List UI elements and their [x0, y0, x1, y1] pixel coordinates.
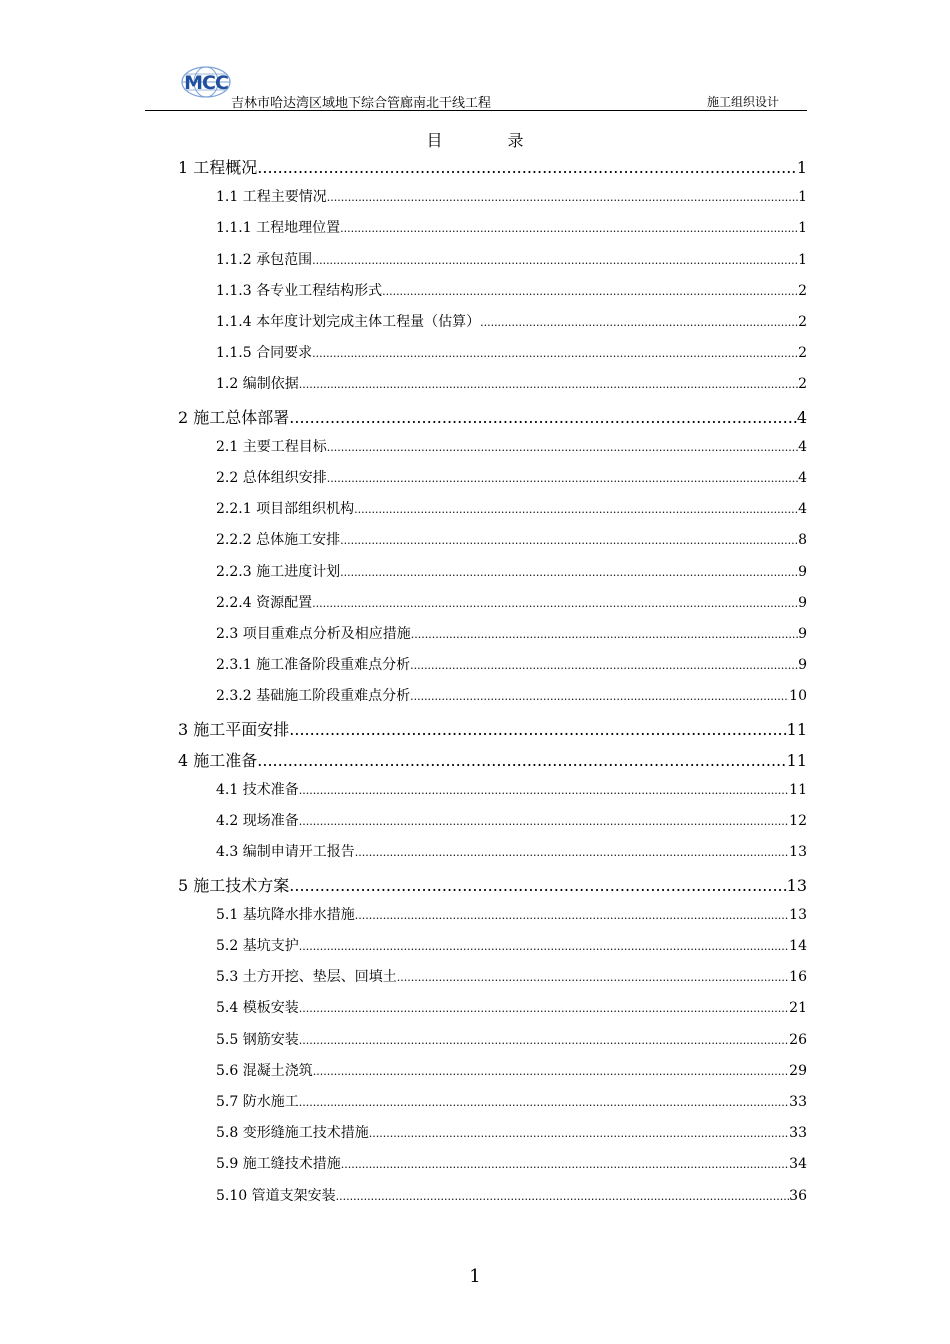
toc-leader-dots: [340, 566, 798, 579]
toc-entry-label: 5.8 变形缝施工技术措施: [216, 1125, 369, 1142]
toc-leader-dots: [340, 222, 798, 235]
toc-entry[interactable]: [216, 1060, 807, 1080]
toc-entry-label: 2.2.2 总体施工安排: [216, 532, 341, 549]
toc-entry-page: 9: [798, 626, 807, 642]
toc-leader-dots: [299, 1034, 789, 1047]
toc-entry-label: 1.1.5 合同要求: [216, 345, 313, 362]
toc-entry-page: 9: [798, 657, 807, 674]
toc-leader-dots: [397, 971, 789, 984]
toc-leader-dots: [327, 472, 798, 485]
toc-entry-label: 2 施工总体部署: [178, 407, 290, 427]
toc-entry-label: 5.3 土方开挖、垫层、回填土: [216, 969, 397, 986]
toc-entry-label: 5.10 管道支架安装: [216, 1187, 336, 1204]
toc-entry-page: 14: [789, 938, 807, 954]
toc-entry-page: 10: [789, 688, 807, 705]
toc-entry-label: 5.5 钢筋安装: [216, 1031, 299, 1048]
toc-entry[interactable]: [216, 685, 807, 705]
toc-leader-dots: [355, 909, 789, 922]
toc-entry-page: 33: [789, 1125, 807, 1142]
toc-entry-page: 9: [798, 563, 807, 580]
toc-leader-dots: [289, 720, 786, 739]
toc-entry-page: 36: [789, 1187, 807, 1204]
footer-page-number: 1: [469, 1266, 481, 1287]
toc-entry[interactable]: [216, 561, 807, 581]
toc-entry-page: 4: [796, 407, 807, 427]
toc-entry-label: 2.2 总体组织安排: [216, 470, 327, 486]
toc-entry-label: 2.3.1 施工准备阶段重难点分析: [216, 657, 411, 674]
toc-entry-label: 5.1 基坑降水排水措施: [216, 906, 355, 923]
toc-entry-page: 1: [798, 189, 807, 206]
toc-entry-page: 13: [789, 844, 807, 861]
toc-leader-dots: [355, 846, 789, 859]
toc-entry[interactable]: [216, 280, 807, 300]
toc-entry-label: 2.2.3 施工进度计划: [216, 563, 341, 580]
toc-entry-page: 13: [789, 906, 807, 923]
toc-leader-dots: [410, 690, 789, 703]
toc-leader-dots: [340, 534, 798, 547]
toc-leader-dots: [480, 316, 798, 329]
toc-entry-label: 1.1 工程主要情况: [216, 189, 327, 206]
toc-leader-dots: [312, 597, 798, 610]
toc-leader-dots: [341, 1158, 789, 1171]
toc-entry-page: 8: [798, 532, 807, 549]
toc-entry-page: 2: [798, 282, 807, 299]
toc-entry[interactable]: [216, 467, 807, 487]
toc-entry[interactable]: [216, 249, 807, 269]
toc-entry[interactable]: [216, 311, 807, 331]
toc-leader-dots: [299, 784, 789, 797]
toc-entry-label: 2.3 项目重难点分析及相应措施: [216, 626, 411, 642]
toc-entry[interactable]: [216, 529, 807, 549]
toc-leader-dots: [354, 503, 798, 516]
toc-leader-dots: [257, 751, 786, 770]
toc-entry[interactable]: [216, 966, 807, 986]
toc-entry[interactable]: [216, 935, 807, 955]
toc-entry[interactable]: [178, 873, 807, 896]
toc-entry[interactable]: [216, 186, 807, 206]
toc-entry-label: 4.3 编制申请开工报告: [216, 844, 355, 861]
toc-entry-label: 1.1.1 工程地理位置: [216, 220, 341, 237]
toc-entry-label: 4.2 现场准备: [216, 813, 299, 830]
toc-entry-page: 2: [798, 345, 807, 362]
toc-leader-dots: [327, 191, 798, 204]
toc-entry-label: 4.1 技术准备: [216, 782, 299, 798]
toc-entry-page: 12: [789, 813, 807, 830]
toc-entry[interactable]: [216, 1122, 807, 1142]
logo-text: MCC: [184, 72, 228, 94]
toc-entry-label: 2.3.2 基础施工阶段重难点分析: [216, 688, 411, 705]
toc-leader-dots: [411, 628, 798, 641]
toc-entry-page: 21: [789, 1000, 807, 1017]
toc-leader-dots: [382, 285, 798, 298]
toc-entry-page: 1: [798, 251, 807, 268]
toc-entry-label: 2.1 主要工程目标: [216, 438, 327, 455]
toc-leader-dots: [289, 876, 786, 895]
toc-entry-label: 1.2 编制依据: [216, 376, 299, 393]
toc-entry-label: 5.2 基坑支护: [216, 938, 299, 954]
toc-entry-page: 33: [789, 1094, 807, 1110]
toc-entry[interactable]: [216, 654, 807, 674]
toc-leader-dots: [299, 940, 789, 953]
toc-entry-label: 4 施工准备: [178, 750, 258, 770]
toc-entry-page: 26: [789, 1031, 807, 1048]
toc-entry[interactable]: [178, 155, 807, 178]
toc-entry-page: 16: [789, 969, 807, 986]
toc-leader-dots: [299, 378, 798, 391]
toc-entry-label: 1 工程概况: [178, 158, 258, 177]
toc-entry-label: 5 施工技术方案: [178, 875, 290, 895]
toc-entry-label: 5.6 混凝土浇筑: [216, 1062, 313, 1079]
toc-entry-page: 4: [798, 438, 807, 455]
toc-entry-label: 5.9 施工缝技术措施: [216, 1156, 341, 1173]
toc-entry[interactable]: [178, 717, 807, 740]
toc-entry[interactable]: [178, 748, 807, 771]
toc-entry-label: 1.1.3 各专业工程结构形式: [216, 282, 383, 299]
toc-entry-page: 29: [789, 1062, 807, 1079]
toc-entry[interactable]: [216, 841, 807, 861]
toc-entry-label: 1.1.2 承包范围: [216, 251, 313, 268]
toc-leader-dots: [299, 1002, 789, 1015]
header-doc-type: 施工组织设计: [706, 95, 779, 109]
toc-leader-dots: [410, 659, 798, 672]
toc-entry-label: 5.4 模板安装: [216, 1000, 299, 1017]
toc-entry-label: 3 施工平面安排: [178, 719, 290, 739]
toc-entry-page: 9: [798, 594, 807, 611]
toc-entry-page: 11: [789, 782, 807, 798]
toc-entry[interactable]: [216, 1091, 807, 1111]
toc-entry[interactable]: [216, 592, 807, 612]
toc-entry-page: 2: [798, 314, 807, 330]
toc-entry[interactable]: [216, 436, 807, 456]
toc-entry-label: 2.2.4 资源配置: [216, 594, 313, 611]
toc-entry[interactable]: [216, 1185, 807, 1205]
toc-leader-dots: [299, 815, 789, 828]
toc-entry-page: 1: [798, 220, 807, 237]
header-project-title: 吉林市哈达湾区域地下综合管廊南北干线工程: [231, 95, 492, 110]
toc-leader-dots: [313, 1065, 789, 1078]
toc-entry[interactable]: [216, 623, 807, 643]
toc-title: 目 录: [426, 131, 554, 150]
toc-entry-page: 34: [789, 1156, 807, 1173]
toc-leader-dots: [299, 1096, 789, 1109]
toc-entry[interactable]: [216, 498, 807, 518]
toc-entry-page: 2: [798, 376, 807, 393]
toc-entry-label: 2.2.1 项目部组织机构: [216, 501, 355, 518]
header-divider: [145, 110, 807, 111]
toc-entry-page: 4: [798, 501, 807, 518]
toc-entry[interactable]: [216, 342, 807, 362]
toc-entry[interactable]: [216, 904, 807, 924]
toc-leader-dots: [312, 254, 798, 267]
toc-entry[interactable]: [216, 1153, 807, 1173]
toc-entry-label: 1.1.4 本年度计划完成主体工程量（估算）: [216, 314, 481, 330]
toc-leader-dots: [289, 408, 797, 427]
toc-leader-dots: [369, 1127, 789, 1140]
toc-entry[interactable]: [178, 405, 807, 428]
toc-entry-label: 5.7 防水施工: [216, 1094, 299, 1110]
page-header: [145, 62, 807, 112]
toc-entry[interactable]: [216, 779, 807, 799]
toc-leader-dots: [327, 441, 798, 454]
toc-entry[interactable]: [216, 997, 807, 1017]
toc-entry[interactable]: [216, 373, 807, 393]
toc-leader-dots: [336, 1190, 790, 1203]
toc-entry-page: 11: [786, 719, 807, 739]
toc-leader-dots: [257, 158, 797, 177]
toc-entry-page: 11: [786, 750, 807, 770]
toc-entry-page: 4: [798, 470, 807, 486]
toc-entry-page: 13: [786, 875, 807, 895]
toc-leader-dots: [312, 347, 798, 360]
mcc-logo: [181, 66, 231, 98]
toc-entry[interactable]: [216, 1029, 807, 1049]
toc-entry-page: 1: [796, 158, 807, 177]
toc-entry[interactable]: [216, 810, 807, 830]
toc-entry[interactable]: [216, 217, 807, 237]
